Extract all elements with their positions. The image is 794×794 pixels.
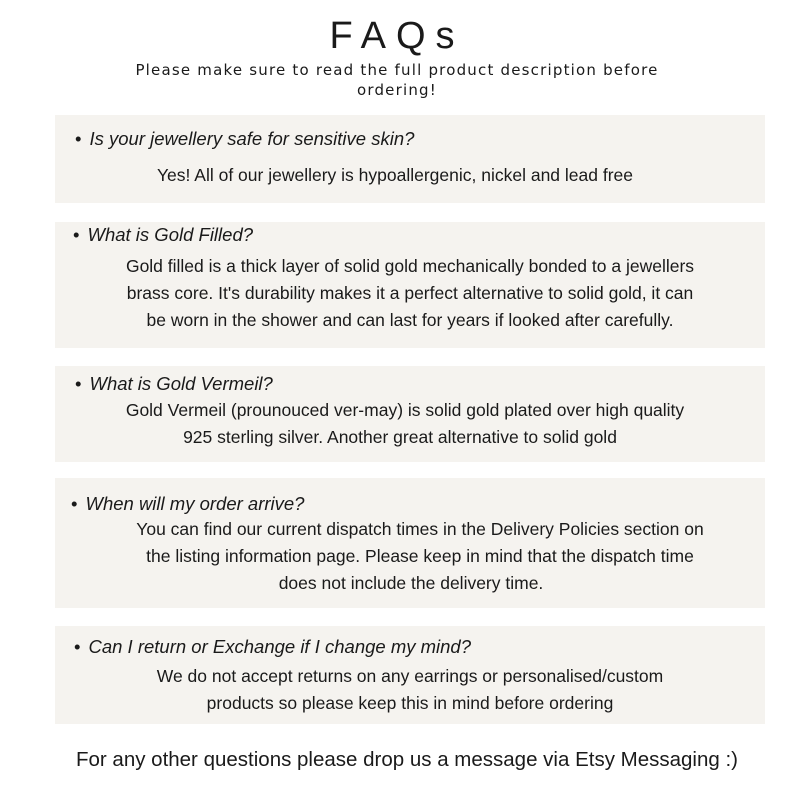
faq-question-text: Can I return or Exchange if I change my mind? <box>88 636 472 657</box>
faq-item-order-arrival <box>55 478 765 608</box>
bullet-icon: • <box>74 636 81 657</box>
faq-answer <box>55 516 765 597</box>
bullet-icon: • <box>75 373 82 394</box>
faq-question-text: When will my order arrive? <box>85 493 305 514</box>
bullet-icon: • <box>73 224 80 245</box>
faq-answer-line: does not include the delivery time. <box>278 573 544 593</box>
faq-item-returns <box>55 626 765 724</box>
faq-answer-line: brass core. It's durability makes it a perfect alternative to solid gold, it can <box>126 283 694 303</box>
faq-question <box>75 373 273 395</box>
faq-answer <box>55 397 765 451</box>
faq-question <box>71 493 304 515</box>
faq-answer <box>55 253 765 334</box>
faq-answer-line: You can find our current dispatch times in the Delivery Policies section on <box>136 519 704 539</box>
bullet-icon: • <box>71 493 78 514</box>
faq-question-text: What is Gold Filled? <box>87 224 254 245</box>
page-subtitle: Please make sure to read the full product description before ordering! <box>135 61 659 99</box>
faq-answer-line: products so please keep this in mind before ordering <box>206 693 614 713</box>
faq-item-gold-vermeil <box>55 366 765 462</box>
page-title: FAQs <box>329 15 465 57</box>
faq-answer-line: be worn in the shower and can last for years if looked after carefully. <box>146 310 674 330</box>
faq-answer <box>55 663 765 717</box>
faq-answer <box>55 162 765 189</box>
faq-item-gold-filled <box>55 222 765 348</box>
faq-answer-line: We do not accept returns on any earrings or personalised/custom <box>156 666 664 686</box>
faq-question-text: Is your jewellery safe for sensitive skin? <box>89 128 415 149</box>
faq-item-skin <box>55 115 765 203</box>
faq-question <box>73 224 253 246</box>
faq-answer-line: the listing information page. Please keep in mind that the dispatch time <box>146 546 694 566</box>
faq-answer-line: Yes! All of our jewellery is hypoallergenic, nickel and lead free <box>156 165 633 185</box>
faq-answer-line: Gold filled is a thick layer of solid gold mechanically bonded to a jewellers <box>125 256 695 276</box>
faq-answer-line: 925 sterling silver. Another great alternative to solid gold <box>183 427 617 447</box>
faq-question <box>75 128 414 150</box>
bullet-icon: • <box>75 128 82 149</box>
footer-note: For any other questions please drop us a message via Etsy Messaging :) <box>75 748 739 771</box>
faq-question-text: What is Gold Vermeil? <box>89 373 273 394</box>
faq-question <box>74 636 471 658</box>
faq-answer-line: Gold Vermeil (prounouced ver-may) is solid gold plated over high quality <box>125 400 685 420</box>
